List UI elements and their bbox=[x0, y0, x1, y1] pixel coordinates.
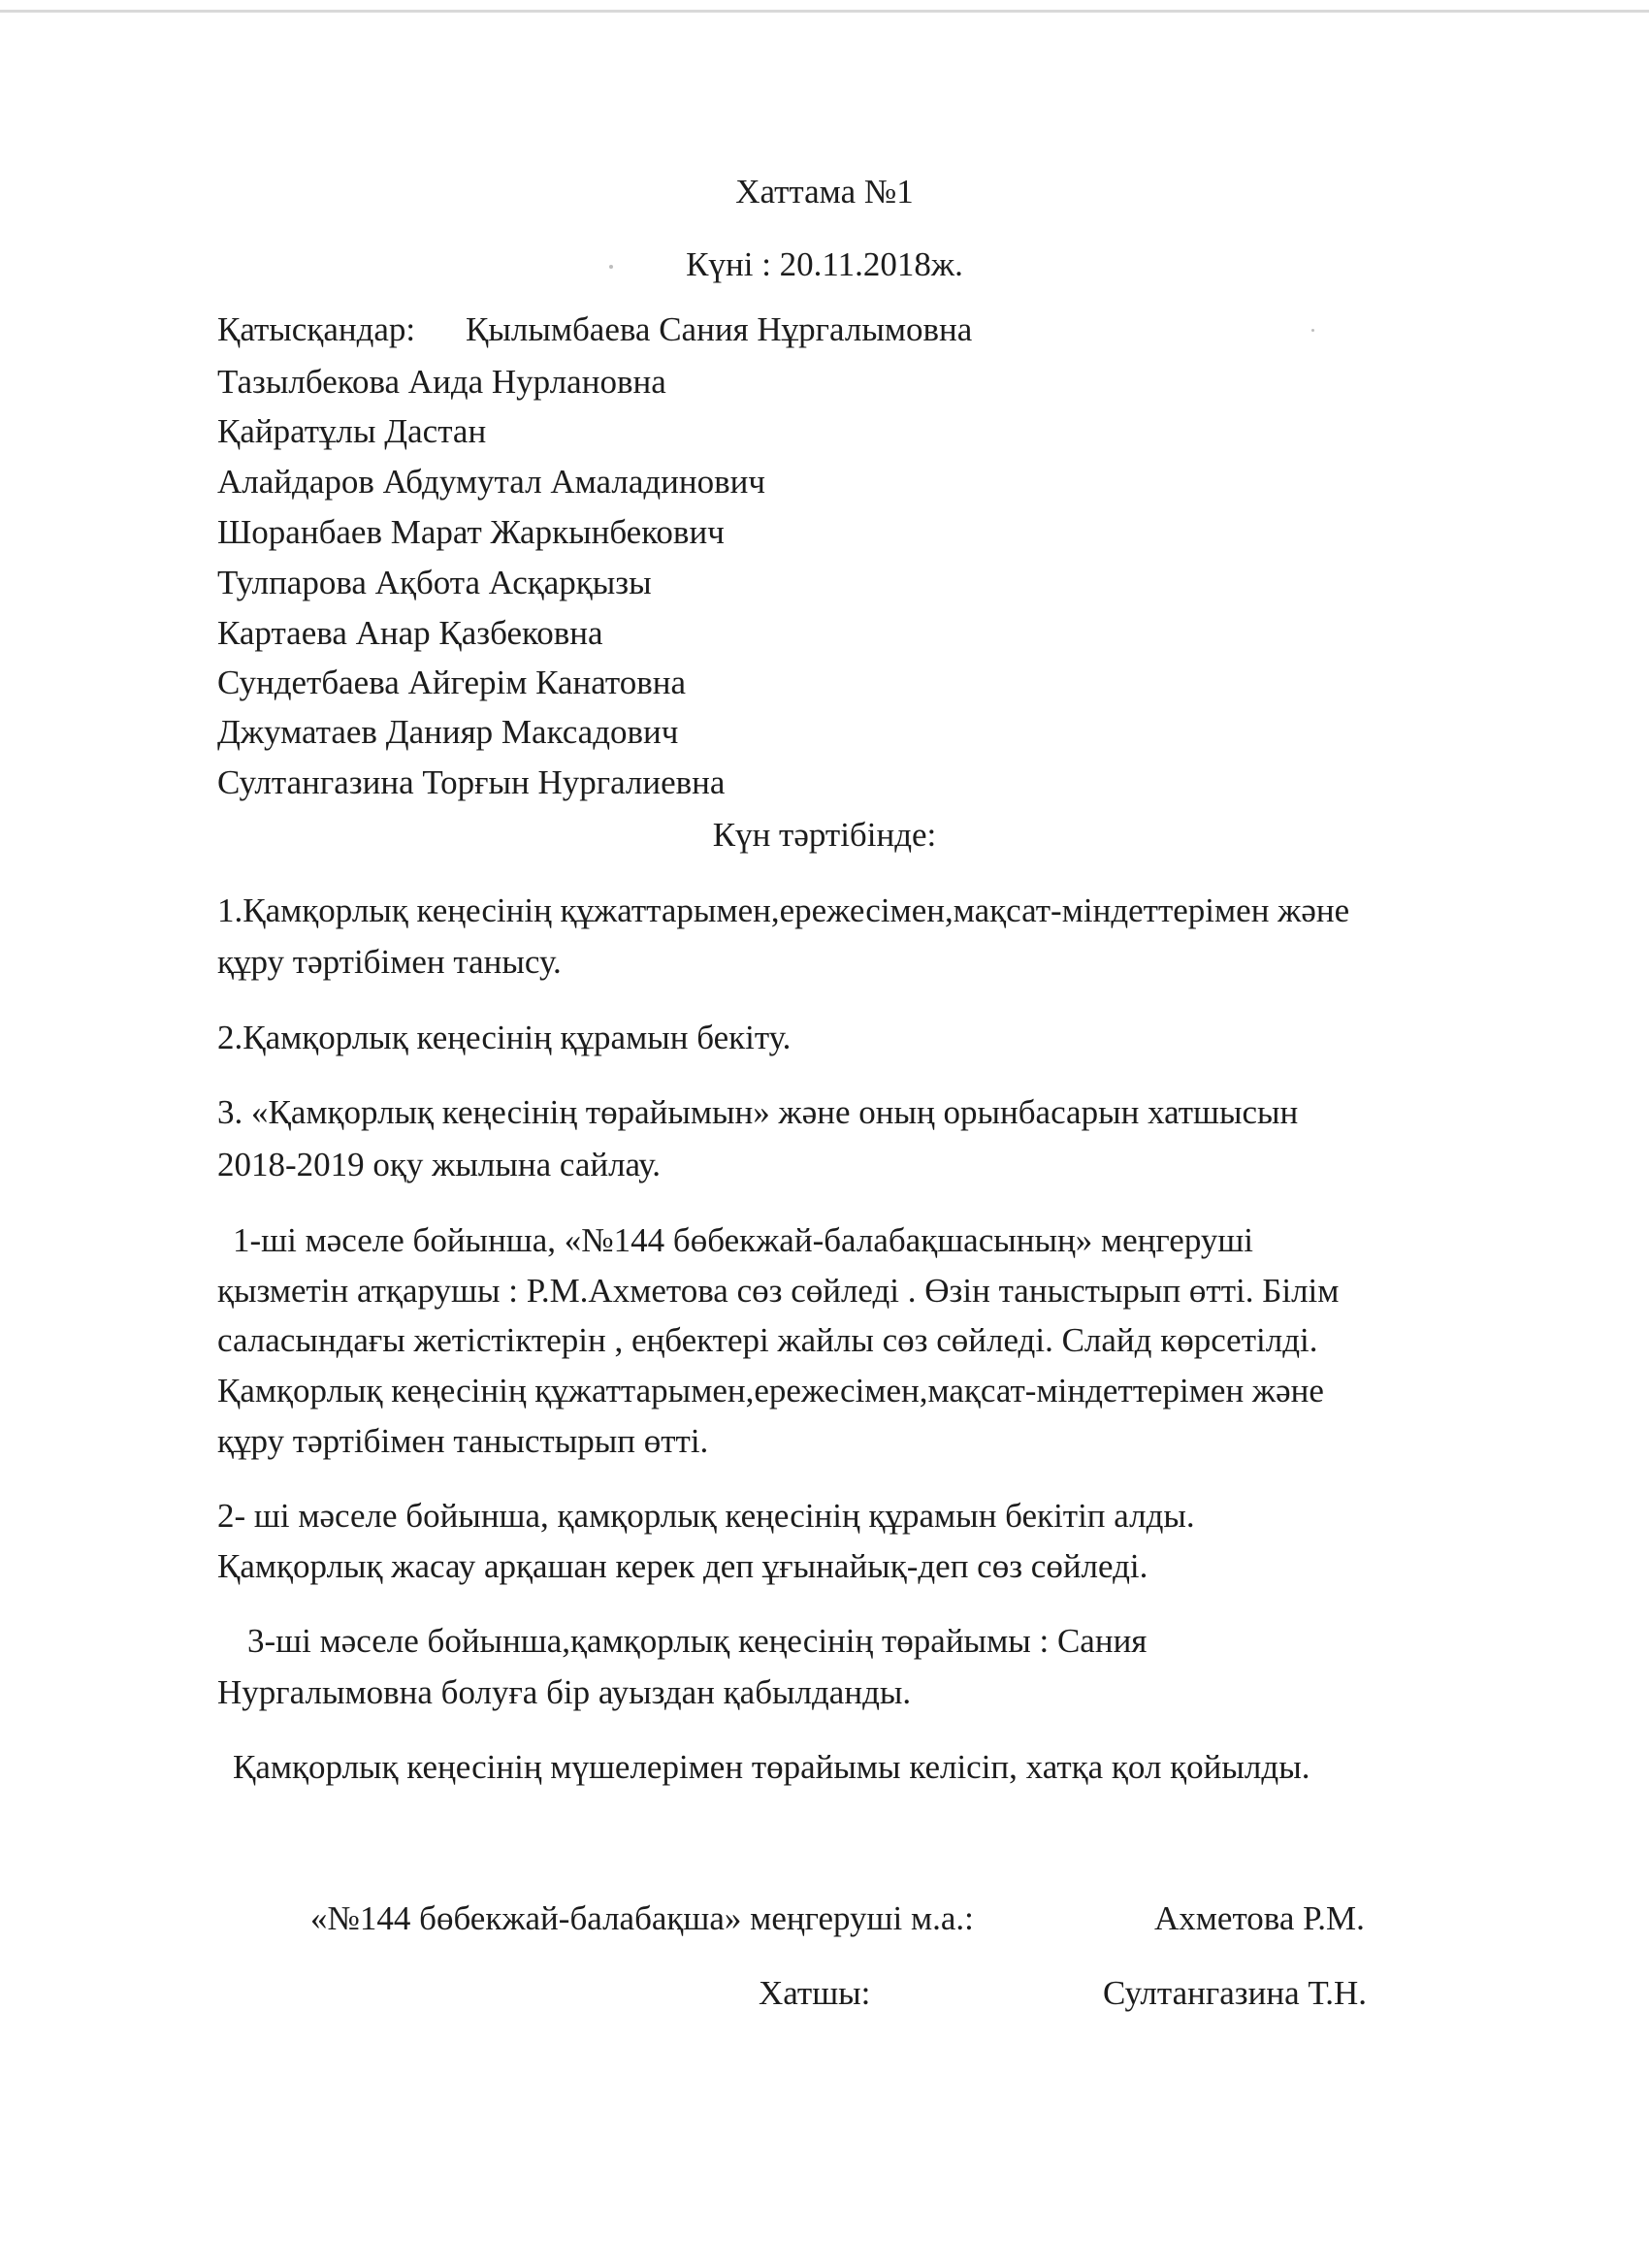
signature-name: Султангазина Т.Н. bbox=[1103, 1974, 1368, 2012]
closing-statement: Қамқорлық кеңесінің мүшелерімен төрайымы келісіп, хатқа қол қойылды. bbox=[233, 1748, 1310, 1786]
participant-name: Алайдаров Абдумутал Амаладинович bbox=[217, 463, 765, 501]
participant-name: Джуматаев Данияр Максадович bbox=[217, 713, 679, 751]
body-paragraph-line: Нургалымовна болуға бір ауыздан қабылданды. bbox=[217, 1673, 912, 1711]
document-date: Күні : 20.11.2018ж. bbox=[686, 245, 963, 283]
agenda-item-line: 1.Қамқорлық кеңесінің құжаттарымен,ережесімен,мақсат-міндеттерімен және bbox=[217, 891, 1350, 929]
participant-name: Тазылбекова Аида Нурлановна bbox=[217, 363, 666, 401]
agenda-item-line: 2.Қамқорлық кеңесінің құрамын бекіту. bbox=[217, 1019, 792, 1056]
body-paragraph-line: 1-ші мәселе бойынша, «№144 бөбекжай-балабақшасының» меңгеруші bbox=[233, 1221, 1254, 1259]
scan-edge-line bbox=[0, 10, 1649, 13]
body-paragraph-line: 2- ші мәселе бойынша, қамқорлық кеңесінің құрамын бекітіп алды. bbox=[217, 1497, 1195, 1535]
agenda-item-line: 3. «Қамқорлық кеңесінің төрайымын» және оның орынбасарын хатшысын bbox=[217, 1093, 1299, 1131]
body-paragraph-line: қызметін атқарушы : Р.М.Ахметова сөз сөйледі . Өзін таныстырып өтті. Білім bbox=[217, 1272, 1340, 1310]
agenda-item-line: құру тәртібімен танысу. bbox=[217, 943, 562, 981]
document-title: Хаттама №1 bbox=[735, 173, 914, 211]
participant-name: Султангазина Торғын Нургалиевна bbox=[217, 763, 726, 801]
body-paragraph-line: құру тәртібімен таныстырып өтті. bbox=[217, 1422, 709, 1460]
agenda-heading: Күн тәртібінде: bbox=[712, 816, 937, 854]
body-paragraph-line: саласындағы жетістіктерін , еңбектері жайлы сөз сөйледі. Слайд көрсетілді. bbox=[217, 1321, 1318, 1359]
participant-name: Сундетбаева Айгерім Канатовна bbox=[217, 664, 687, 701]
scan-speck bbox=[1311, 329, 1314, 332]
body-paragraph-line: Қамқорлық жасау арқашан керек деп ұғынайық-деп сөз сөйледі. bbox=[217, 1547, 1148, 1585]
body-paragraph-line: 3-ші мәселе бойынша,қамқорлық кеңесінің төрайымы : Сания bbox=[247, 1622, 1148, 1660]
body-paragraph-line: Қамқорлық кеңесінің құжаттарымен,ережесімен,мақсат-міндеттерімен және bbox=[217, 1372, 1324, 1409]
participants-label: Қатысқандар: bbox=[217, 310, 416, 348]
agenda-item-line: 2018-2019 оқу жылына сайлау. bbox=[217, 1146, 662, 1183]
signature-role: Хатшы: bbox=[759, 1974, 871, 2012]
participant-name: Картаева Анар Қазбековна bbox=[217, 614, 603, 652]
signature-role: «№144 бөбекжай-балабақша» меңгеруші м.а.: bbox=[310, 1899, 974, 1937]
participant-name: Қылымбаева Сания Нұргалымовна bbox=[466, 310, 973, 348]
participant-name: Қайратұлы Дастан bbox=[217, 412, 487, 450]
signature-name: Ахметова Р.М. bbox=[1154, 1899, 1365, 1937]
participant-name: Шоранбаев Марат Жаркынбекович bbox=[217, 513, 725, 551]
participant-name: Тулпарова Ақбота Асқарқызы bbox=[217, 564, 652, 601]
